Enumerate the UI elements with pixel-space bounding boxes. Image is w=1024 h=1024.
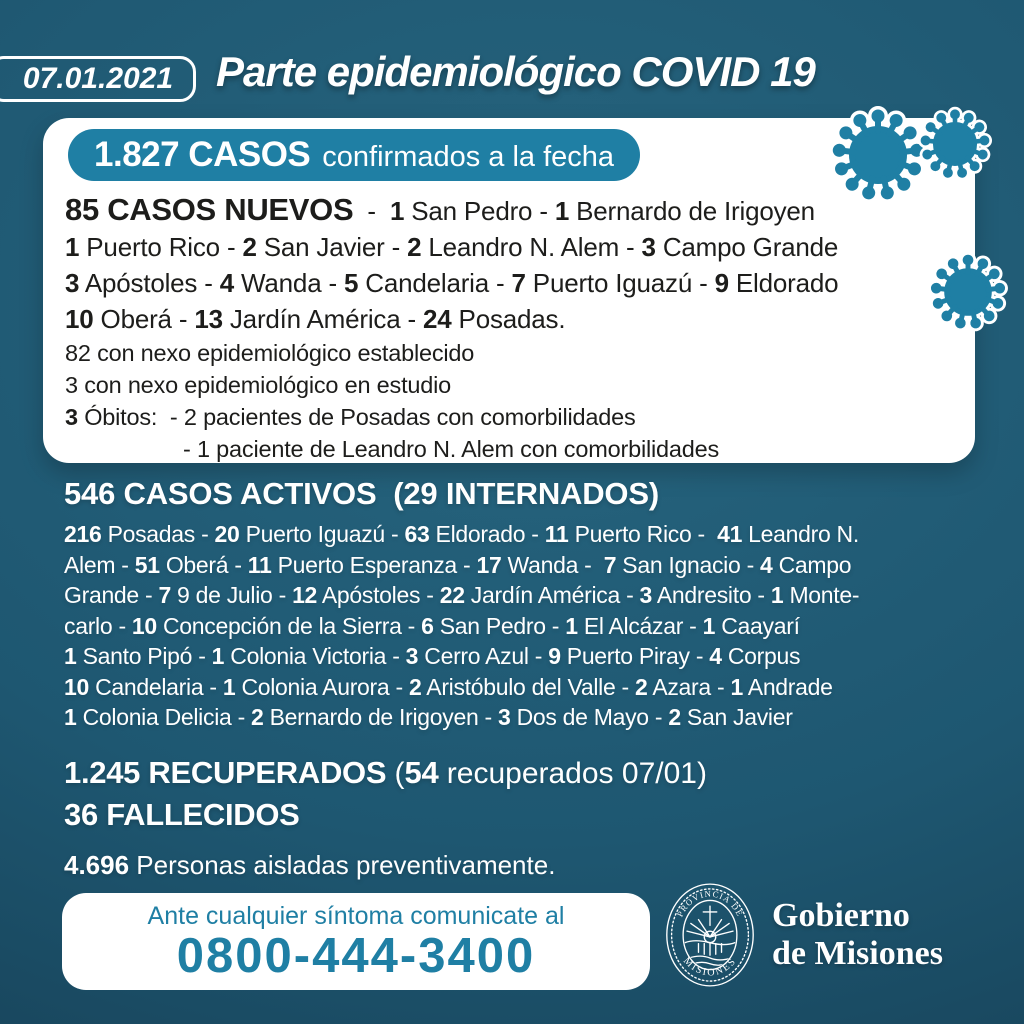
summary-section [64, 752, 707, 882]
new-cases-line: 3 Óbitos: - 2 pacientes de Posadas con comorbilidades [65, 404, 636, 430]
date-box [0, 56, 196, 102]
government-name-line2: de Misiones [772, 935, 943, 972]
seal-top-text: PROVINCIA DE [674, 888, 746, 919]
active-cases-text [64, 519, 859, 733]
active-cases-line: Alem - 51 Oberá - 11 Puerto Esperanza - 17 Wanda - 7 San Ignacio - 4 Campo [64, 551, 852, 578]
new-cases-line: 3 Apóstoles - 4 Wanda - 5 Candelaria - 7 Puerto Iguazú - 9 Eldorado [65, 268, 839, 298]
government-name [772, 897, 943, 973]
new-cases-line: 85 CASOS NUEVOS - 1 San Pedro - 1 Bernardo de Irigoyen [65, 192, 815, 227]
confirmed-cases-number: 1.827 CASOS [94, 135, 311, 174]
seal-bottom-text: MISIONES [680, 955, 740, 979]
active-cases-line: Grande - 7 9 de Julio - 12 Apóstoles - 22 Jardín América - 3 Andresito - 1 Monte- [64, 582, 860, 608]
page-title: Parte epidemiológico COVID 19 [216, 48, 815, 95]
government-name-line1: Gobierno [772, 897, 910, 934]
virus-icon [917, 106, 993, 182]
new-cases-line: 82 con nexo epidemiológico establecido [65, 340, 475, 366]
hotline-box [62, 893, 650, 990]
virus-icon [828, 105, 928, 205]
summary-line: 1.245 RECUPERADOS (54 recuperados 07/01) [64, 755, 707, 790]
active-cases-line: 216 Posadas - 20 Puerto Iguazú - 63 Eldorado - 11 Puerto Rico - 41 Leandro N. [64, 521, 859, 547]
active-cases-line: 1 Santo Pipó - 1 Colonia Victoria - 3 Cerro Azul - 9 Puerto Piray - 4 Corpus [64, 643, 801, 669]
government-logo [662, 880, 943, 990]
summary-line: 4.696 Personas aisladas preventivamente. [64, 850, 556, 880]
confirmed-cases-badge [68, 129, 640, 181]
new-cases-line: - 1 paciente de Leandro N. Alem con comorbilidades [183, 436, 720, 462]
active-cases-line: 1 Colonia Delicia - 2 Bernardo de Irigoyen - 3 Dos de Mayo - 2 San Javier [64, 704, 793, 730]
confirmed-cases-label: confirmados a la fecha [322, 141, 615, 173]
date-label: 07.01.2021 [22, 62, 174, 95]
svg-text:MISIONES [681, 955, 739, 978]
new-cases-text [65, 192, 838, 465]
misiones-seal-icon [662, 880, 758, 990]
hotline-prompt: Ante cualquier síntoma comunicate al [147, 902, 565, 930]
new-cases-line: 3 con nexo epidemiológico en estudio [65, 372, 452, 398]
virus-icon [927, 251, 1009, 333]
hotline-number: 0800-444-3400 [176, 929, 536, 983]
active-cases-section [64, 476, 859, 733]
new-cases-line: 10 Oberá - 13 Jardín América - 24 Posadas. [65, 304, 566, 334]
active-cases-line: 10 Candelaria - 1 Colonia Aurora - 2 Aristóbulo del Valle - 2 Azara - 1 Andrade [64, 673, 833, 700]
active-cases-header: 546 CASOS ACTIVOS (29 INTERNADOS) [64, 476, 659, 511]
summary-line: 36 FALLECIDOS [64, 797, 300, 832]
new-cases-line: 1 Puerto Rico - 2 San Javier - 2 Leandro N. Alem - 3 Campo Grande [65, 232, 839, 262]
active-cases-line: carlo - 10 Concepción de la Sierra - 6 San Pedro - 1 El Alcázar - 1 Caayarí [64, 612, 800, 639]
